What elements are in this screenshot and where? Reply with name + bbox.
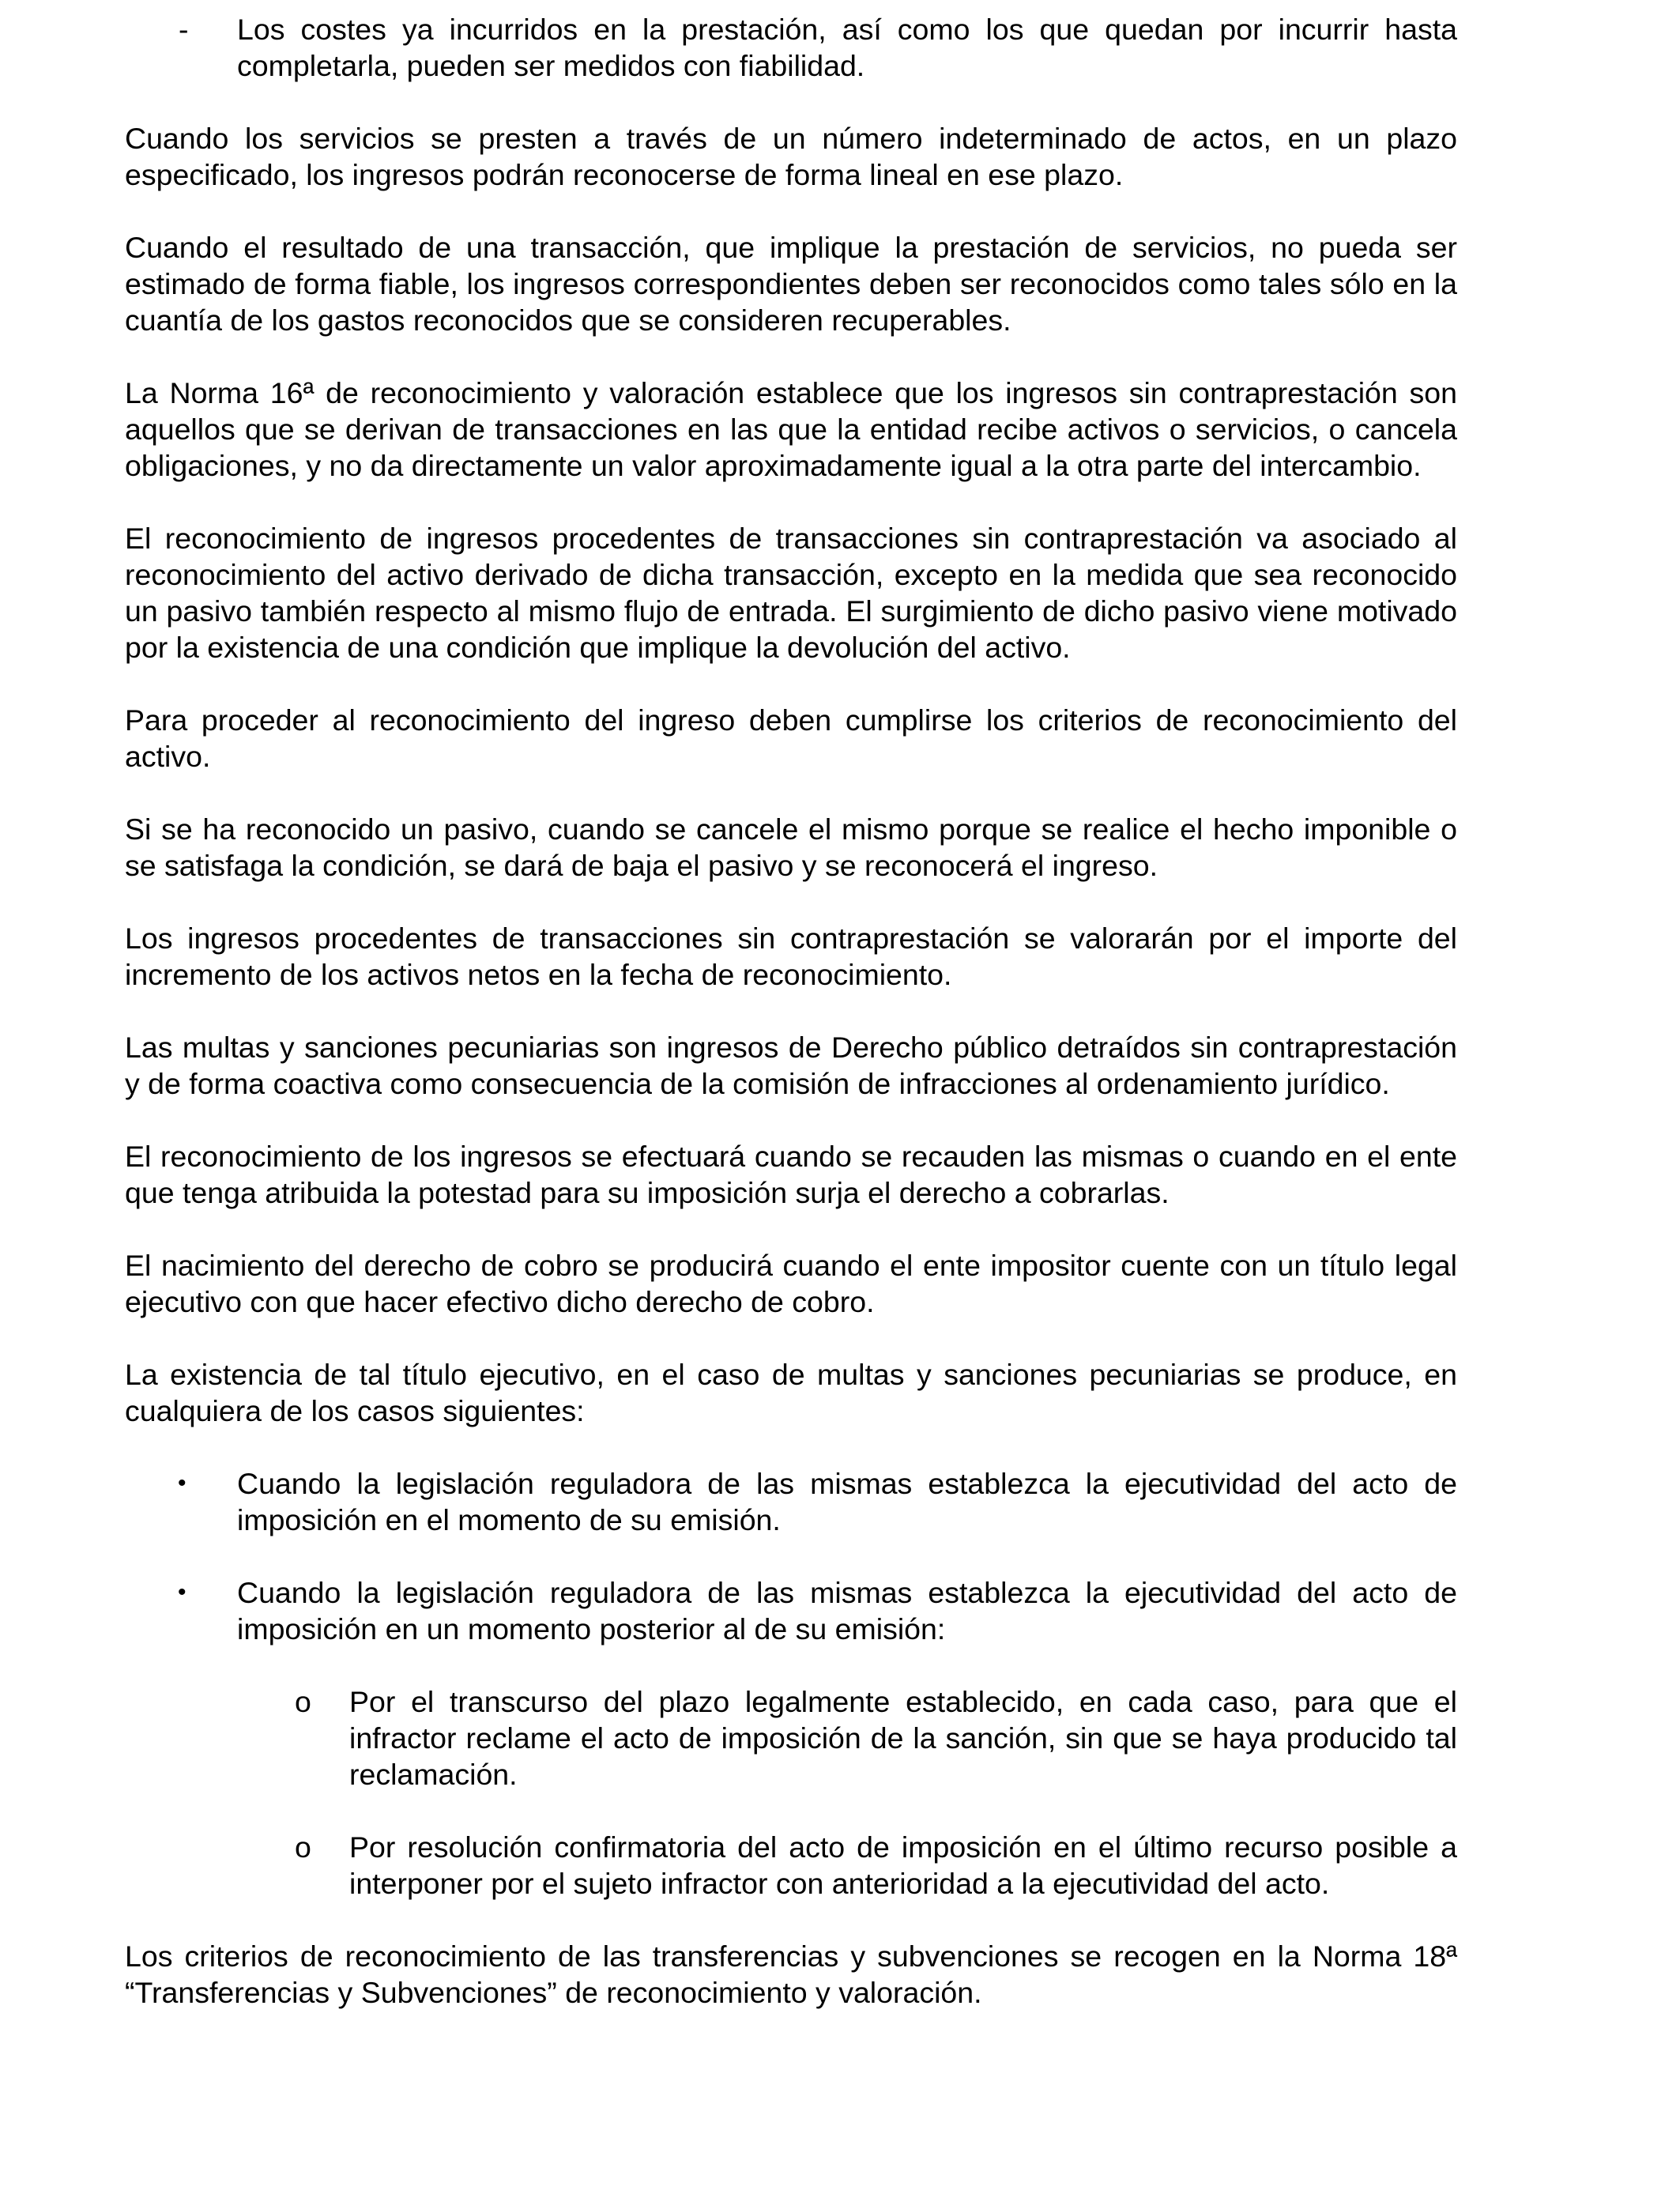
paragraph-derecho-cobro: El nacimiento del derecho de cobro se producirá cuando el ente impositor cuente con un título legal ejecutivo con que hacer efectivo dicho derecho de cobro. xyxy=(125,1249,1457,1318)
document-page xyxy=(125,11,1457,2047)
bullet-item-text: Cuando la legislación reguladora de las mismas establezca la ejecutividad del acto de imposición en el momento de su emisión. xyxy=(237,1467,1457,1536)
sub-bullet-marker: o xyxy=(295,1685,311,1718)
bullet-list-item xyxy=(125,1574,1457,1647)
paragraph-valoracion-ingresos: Los ingresos procedentes de transacciones sin contraprestación se valorarán por el importe del incremento de los activos netos en la fecha de reconocimiento. xyxy=(125,922,1457,991)
sub-bullet-item-text: Por el transcurso del plazo legalmente establecido, en cada caso, para que el infractor reclame el acto de imposición de la sanción, sin que se haya producido tal reclamación. xyxy=(349,1685,1457,1791)
paragraph-titulo-ejecutivo: La existencia de tal título ejecutivo, en el caso de multas y sanciones pecuniarias se produce, en cualquiera de los casos siguientes: xyxy=(125,1358,1457,1427)
bullet-item-text: Cuando la legislación reguladora de las mismas establezca la ejecutividad del acto de imposición en un momento posterior al de su emisión: xyxy=(237,1576,1457,1646)
bullet-list-item xyxy=(125,1465,1457,1538)
paragraph-reconocimiento-ingresos: El reconocimiento de los ingresos se efectuará cuando se recauden las mismas o cuando en el ente que tenga atribuida la potestad para su imposición surja el derecho a cobrarlas. xyxy=(125,1140,1457,1209)
paragraph-norma-18: Los criterios de reconocimiento de las transferencias y subvenciones se recogen en la Norma 18ª “Transferencias y Subvenciones” de reconocimiento y valoración. xyxy=(125,1940,1457,2009)
paragraph-resultado-no-fiable: Cuando el resultado de una transacción, que implique la prestación de servicios, no pueda ser estimado de forma fiable, los ingresos correspondientes deben ser reconocidos como tales sólo en la cuantía de los gastos reconocidos que se consideren recuperables. xyxy=(125,231,1457,337)
sub-bullet-marker: o xyxy=(295,1830,311,1864)
dash-item-text: Los costes ya incurridos en la prestación, así como los que quedan por incurrir hasta completarla, pueden ser medidos con fiabilidad. xyxy=(237,13,1457,82)
bullet-marker: • xyxy=(178,1470,186,1496)
paragraph-pasivo-cancelado: Si se ha reconocido un pasivo, cuando se cancele el mismo porque se realice el hecho imponible o se satisfaga la condición, se dará de baja el pasivo y se reconocerá el ingreso. xyxy=(125,812,1457,882)
paragraph-servicios-plazo: Cuando los servicios se presten a través de un número indeterminado de actos, en un plazo especificado, los ingresos podrán reconocerse de forma lineal en ese plazo. xyxy=(125,122,1457,191)
paragraph-criterios-activo: Para proceder al reconocimiento del ingreso deben cumplirse los criterios de reconocimiento del activo. xyxy=(125,703,1457,773)
sub-bullet-item-text: Por resolución confirmatoria del acto de imposición en el último recurso posible a interponer por el sujeto infractor con anterioridad a la ejecutividad del acto. xyxy=(349,1830,1457,1900)
sub-bullet-list-item xyxy=(125,1683,1457,1793)
bullet-marker: • xyxy=(178,1579,186,1605)
paragraph-norma-16: La Norma 16ª de reconocimiento y valoración establece que los ingresos sin contraprestación son aquellos que se derivan de transacciones en las que la entidad recibe activos o servicios, o cancela obligaciones, y no da directamente un valor aproximadamente igual a la otra parte del intercambio. xyxy=(125,376,1457,482)
dash-list-item xyxy=(125,11,1457,84)
paragraph-multas-sanciones: Las multas y sanciones pecuniarias son ingresos de Derecho público detraídos sin contraprestación y de forma coactiva como consecuencia de la comisión de infracciones al ordenamiento jurídico. xyxy=(125,1031,1457,1100)
dash-marker: - xyxy=(179,13,189,46)
paragraph-reconocimiento-activo: El reconocimiento de ingresos procedentes de transacciones sin contraprestación va asociado al reconocimiento del activo derivado de dicha transacción, excepto en la medida que sea reconocido un pasivo también respecto al mismo flujo de entrada. El surgimiento de dicho pasivo viene motivado por la existencia de una condición que implique la devolución del activo. xyxy=(125,522,1457,664)
sub-bullet-list-item xyxy=(125,1829,1457,1902)
